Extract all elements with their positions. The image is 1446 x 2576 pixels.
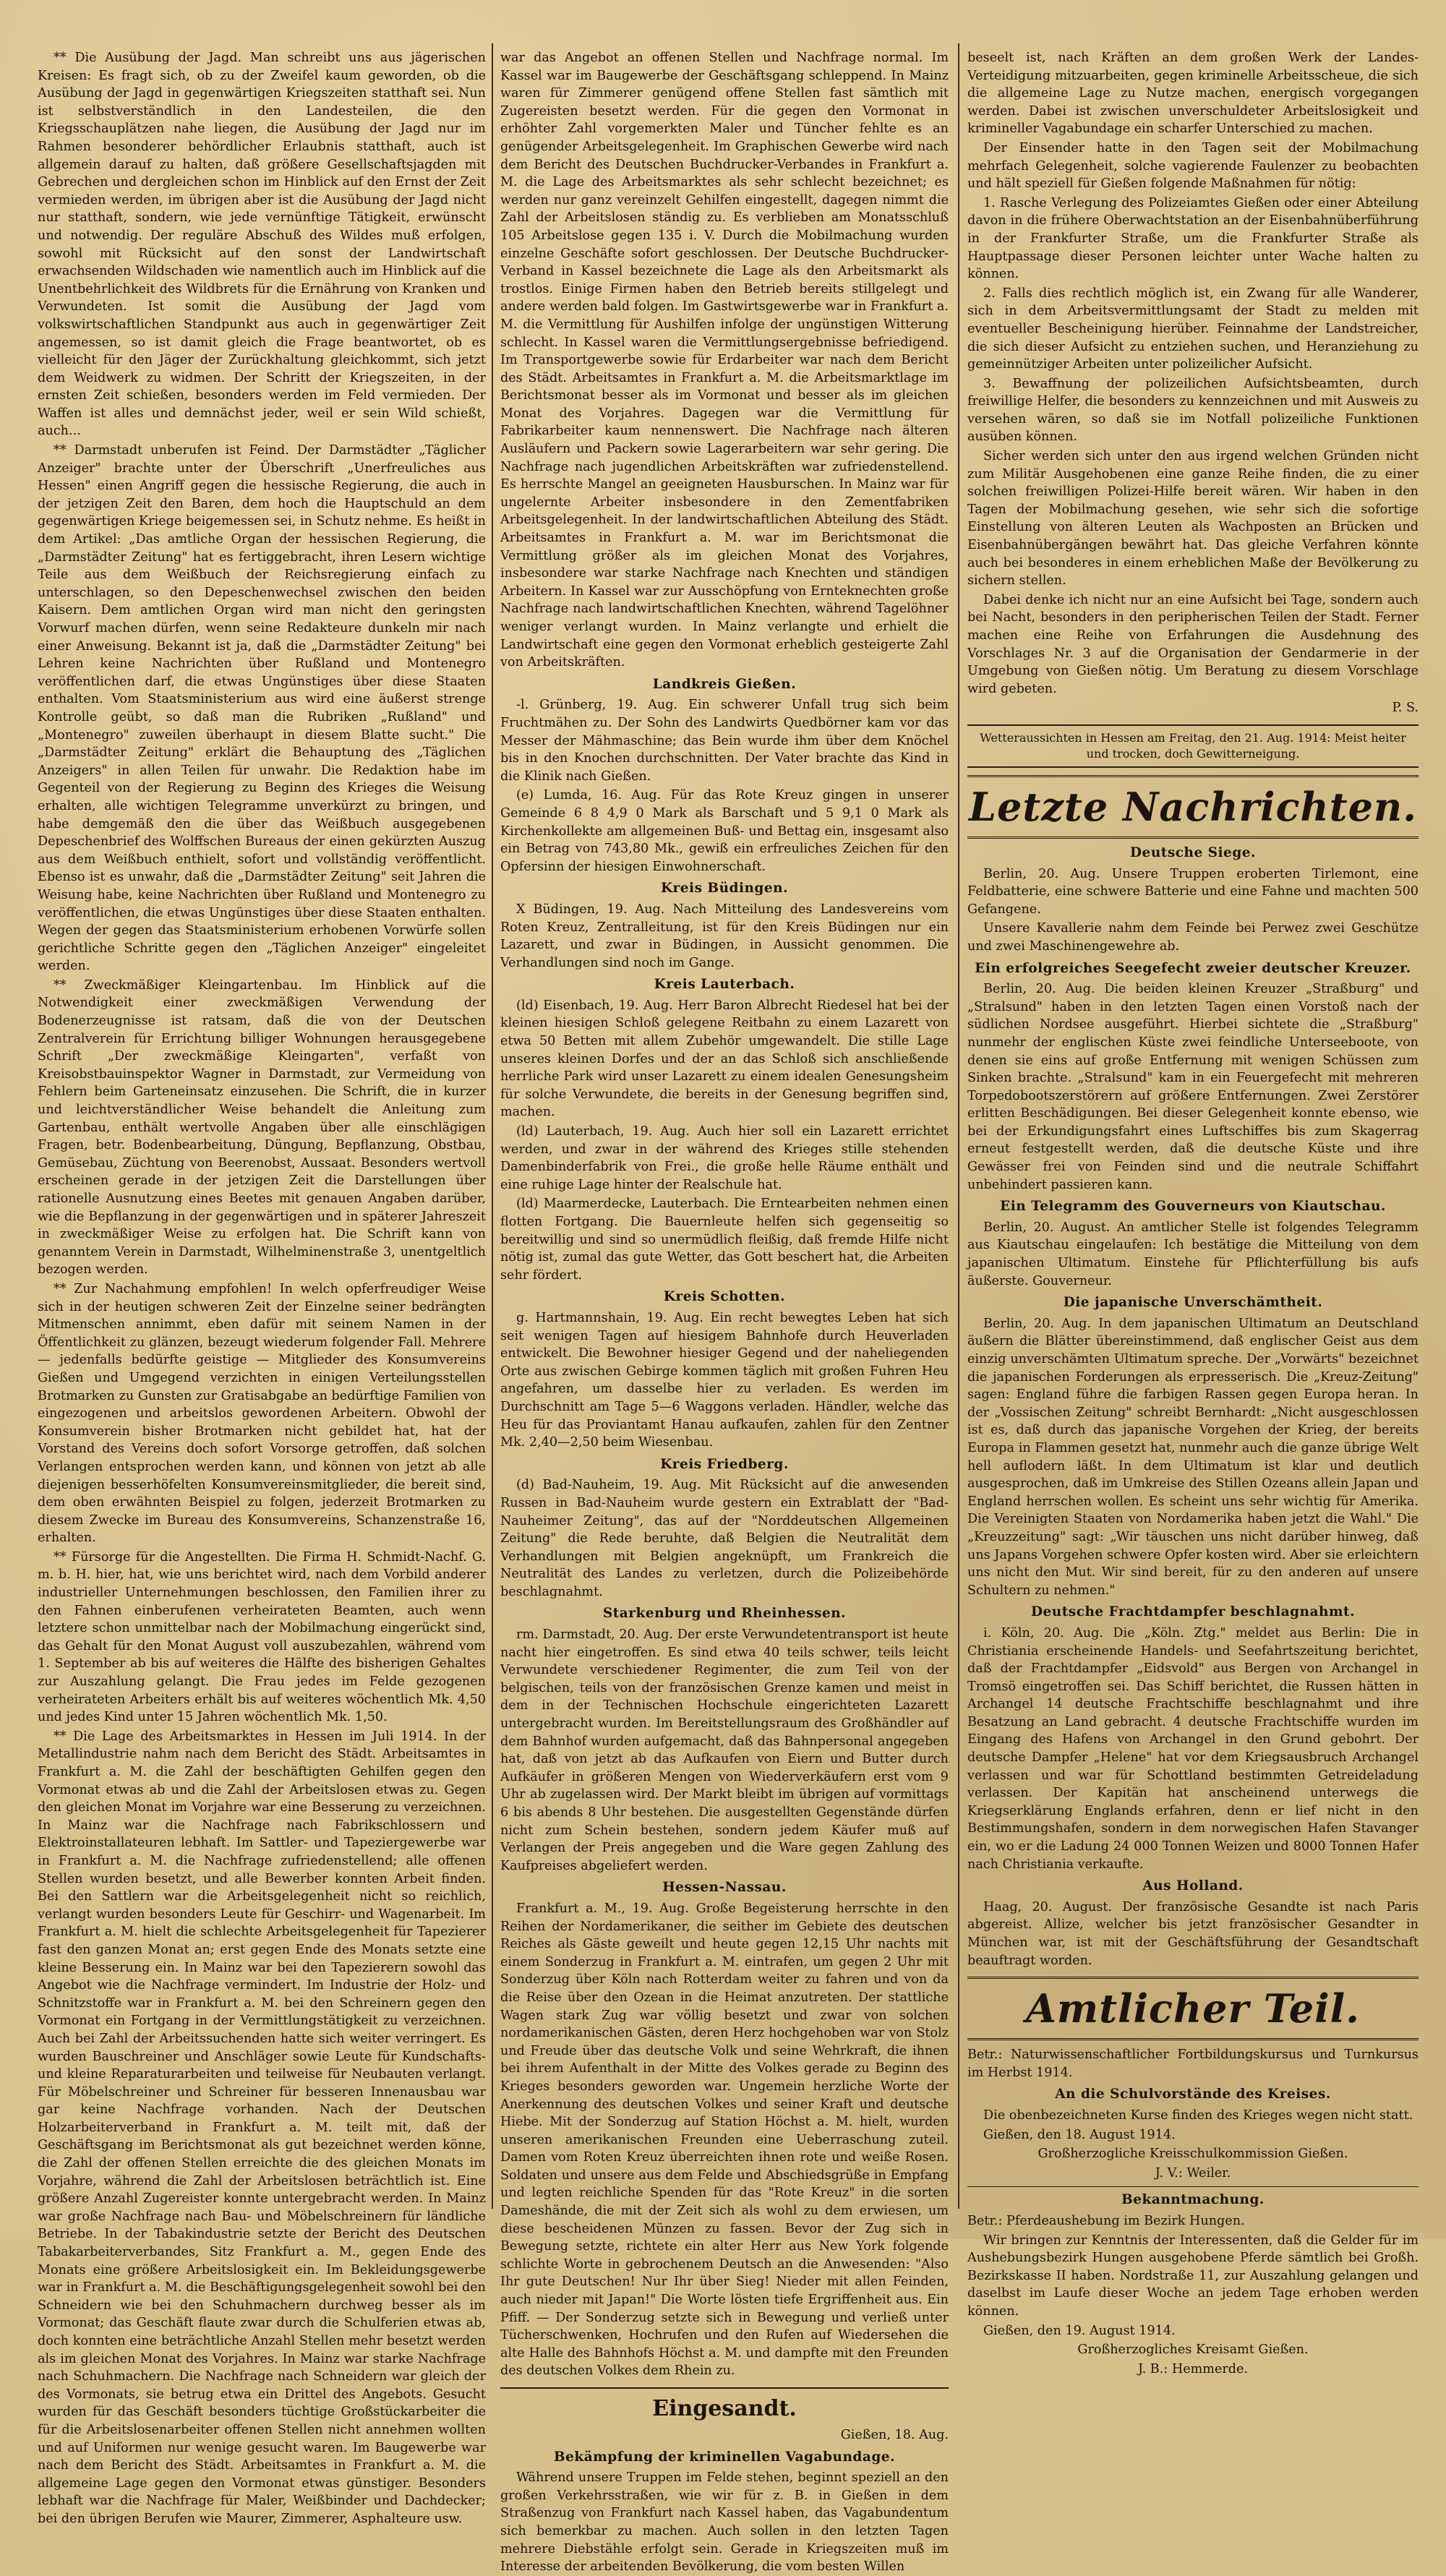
- last-news-title: Letzte Nachrichten.: [967, 775, 1419, 839]
- notice-date-2: Gießen, den 19. August 1914.: [983, 2323, 1176, 2338]
- article-tirlemont: Berlin, 20. Aug. Unsere Truppen eroberten Tirlemont, eine Feldbatterie, eine schwere Batterie und eine Fahne und machten 500 Gefangene.: [967, 866, 1419, 917]
- section-heading: Deutsche Frachtdampfer beschlagnahmt.: [1030, 1604, 1356, 1620]
- article-nachahmung: ** Zur Nachahmung empfohlen! In welch opferfreudiger Weise sich in der heutigen schweren Zeit der Einzelne seiner bedrängten Mitmenschen annimmt, eben dafür mit seinem Namen in der Öffentlichkeit zu glänzen, bezeugt wiederum folgender Fall. Mehrere — jedenfalls bedürfte geistige — Mitglieder des Konsumvereins Gießen und Umgegend verzichten in einigen Verteilungsstellen Brotmarken zu Gunsten zur Gratisabgabe an bedürftige Familien von eingezogenen und arbeitslos gewordenen Arbeitern. Obwohl der Konsumverein bisher Brotmarken nicht gebildet hat, hat der Vorstand des Vereins doch sofort Vorsorge getroffen, daß solchen Verlangen entsprochen werden kann, und können von jetzt ab alle diejenigen besserhöfelten Konsumvereinsmitglieder, die bereit sind, dem oben erwähnten Beispiel zu folgen, jederzeit Brotmarken zu diesem Zwecke im Bureau des Konsumvereins, Schanzenstraße 16, erhalten.: [38, 1281, 486, 1546]
- article-lauterbach: (ld) Lauterbach, 19. Aug. Auch hier soll ein Lazarett errichtet werden, und zwar in der während des Krieges stille stehenden Damenbinderfabrik von Frei., die große helle Räume enthält und eine ruhige Lage hinter der Realschule hat.: [500, 1124, 949, 1192]
- article-vagabundage-p4: 2. Falls dies rechtlich möglich ist, ein Zwang für alle Wanderer, sich in dem Arbeitsvermittlungsamt der Stadt zu melden mit eventueller Bescheinigung hierüber. Feinnahme der Landstreicher, die sich dieser Aufsicht zu entziehen suchen, und Heranziehung zu gemeinnütziger Arbeiten unter polizeilicher Aufsicht.: [967, 286, 1419, 372]
- article-frankfurt: Frankfurt a. M., 19. Aug. Große Begeisterung herrschte in den Reihen der Nordamerikaner, die seither im Gebiete des deutschen Reiches als Gäste geweilt und heute gegen 12,15 Uhr nachts mit einem Sonderzug in Frankfurt a. M. eintrafen, um gegen 2 Uhr mit Sonderzug über Köln nach Rotterdam weiter zu fahren und von da die Reise über den Ozean in die Heimat anzutreten. Der stattliche Wagen stark Zug war völlig besetzt und zwar von solchen nordamerikanischen Gästen, deren Herz hochgehoben war von Stolz und Freude über das deutsche Volk und seine Wehrkraft, die ihnen bei ihrem Aufenthalt in der Mitte des Volkes gerade zu Beginn des Krieges besonders geworden war. Ungemein herzliche Worte der Anerkennung des deutschen Volkes und seiner Kraft und deutsche Hiebe. Mit der Sonderzug auf Station Höchst a. M. hielt, wurden unseren amerikanischen Freunden eine Ueberraschung zuteil. Damen vom Roten Kreuz überreichten ihnen rote und weiße Rosen. Soldaten und unsere aus dem Felde und Abschiedsgrüße in Empfang und legten reichliche Spenden für das "Rote Kreuz" in die sorten Dameshände, die mit der Zeit sich als wohl zu dem erwiesen, um diese bescheidenen Münzen zu fassen. Bevor der Zug sich in Bewegung setzte, richtete ein alter Herr aus New York folgende schlichte Worte in gebrochenem Deutsch an die Anwesenden: "Also Ihr gute Deutschen! Nur Ihr über Sieg! Nieder mit allen Feinden, auch nieder mit Japan!" Die Worte lösten tiefe Ergriffenheit aus. Ein Pfiff. — Der Sonderzug setzte sich in Bewegung und verließ unter Tücherschwenken, Hochrufen und den Rufen auf Wiedersehen die alte Halle des Bahnhofs Höchst a. M. und dampfte mit den Freunden des deutschen Volkes dem Rhein zu.: [500, 1901, 949, 2379]
- article-arbeitsmarkt: ** Die Lage des Arbeitsmarktes in Hessen im Juli 1914. In der Metallindustrie nahm nach dem Bericht des Städt. Arbeitsamtes in Frankfurt a. M. die Zahl der beschäftigten Gehilfen gegen den Vormonat etwas ab und die Zahl der Arbeitslosen etwas zu. Gegen den gleichen Monat im Vorjahre war eine Besserung zu verzeichnen. In Mainz war die Nachfrage nach Fabrikschlossern und Elektroinstallateuren lebhaft. Im Sattler- und Tapeziergewerbe war in Frankfurt a. M. die Nachfrage zufriedenstellend; alle offenen Stellen wurden besetzt, und alle Bewerber konnten Arbeit finden. Bei den Sattlern war die Arbeitsgelegenheit nicht so reichlich, verlangt wurden besonders Leute für Geschirr- und Wagenarbeit. Im Frankfurt a. M. hielt die schlechte Arbeitsgelegenheit für Tapezierer fast den ganzen Monat an; erst gegen Ende des Monats setzte eine kleine Besserung ein. In Mainz war bei den Tapezierern sowohl das Angebot wie die Nachfrage vermindert. Im Industrie der Holz- und Schnitzstoffe war in Frankfurt a. M. bei den Schreinern gegen den Vormonat ein Fortgang in der Vermittlungstätigkeit zu verzeichnen. Auch bei Zahl der Arbeitssuchenden hatte sich weiter verringert. Es wurden Bauschreiner und Anschläger sowie Leute für Kundschafts- und kleine Reparaturarbeiten und teilweise für Neubauten verlangt. Für Möbelschreiner und Schreiner für besseren Innenausbau war gar keine Nachfrage vorhanden. Nach der Deutschen Holzarbeiterverband in Frankfurt a. M. teilt mit, daß der Geschäftsgang im Berichtsmonat als gut bezeichnet werden könne, die Zahl der offenen Stellen erreichte die des gleichen Monats im Vorjahre, während die Zahl der Arbeitslosen beträchtlich ist. Eine größere Anzahl Zugereister konnte untergebracht werden. In Mainz war große Nachfrage nach Bau- und Möbelschreinern für ländliche Betriebe. In der Tabakindustrie setzte der Bericht des Deutschen Tabakarbeiterverbandes, Sitz Frankfurt a. M., gegen Ende des Monats eine größere Arbeitslosigkeit ein. Im Bekleidungsgewerbe war in Frankfurt a. M. die Beschäftigungsgelegenheit sowohl bei den Schneidern wie bei den Schuhmachern durchweg besser als im Vormonat; das Geschäft flaute zwar durch die Schulferien etwas ab, doch konnten eine beträchtliche Anzahl Stellen mehr besetzt werden als im gleichen Monat des Vorjahres. In Mainz war starke Nachfrage nach Schuhmachern. Die Nachfrage nach Schneidern war gleich der des Vormonats, sie betrug etwa ein Drittel des Angebots. Gesucht wurden für das Geschäft besonders tüchtige Großstückarbeiter die für die Arbeitslosenarbeiter offenen Stellen nicht annehmen wollten und auf Uniformen nur wenige gesucht waren. Im Baugewerbe war nach dem Bericht des Städt. Arbeitsamtes in Frankfurt a. M. die allgemeine Lage gegen den Vormonat etwas günstiger. Besonders lebhaft war die Nachfrage für Maler, Weißbinder und Dachdecker; bei den übrigen Berufen wie Maurer, Zimmerer, Asphalteure usw.: [38, 1729, 486, 2526]
- article-kiautschau: Berlin, 20. August. An amtlicher Stelle ist folgendes Telegramm aus Kiautschau eingelaufen: Ich bestätige die Mitteilung von dem japanischen Ultimatum. Einstehe für Pflichterfüllung bis aufs äußerste. Gouverneur.: [967, 1220, 1419, 1288]
- column-3: [967, 49, 1419, 2376]
- article-perwez: Unsere Kavallerie nahm dem Feinde bei Perwez zwei Geschütze und zwei Maschinengewehre ab.: [967, 921, 1419, 954]
- section-heading: Kreis Schotten.: [663, 1289, 786, 1305]
- article-arbeitsmarkt-cont: war das Angebot an offenen Stellen und Nachfrage normal. Im Kassel war im Baugewerbe der Geschäftsgang schleppend. In Mainz waren für Zimmerer genügend offene Stellen fast sämtlich mit Zugereisten besetzt werden. Für die gegen den Vormonat in erhöhter Zahl vorgemerkten Maler und Tüncher fehlte es an genügender Arbeitsgelegenheit. Im Graphischen Gewerbe wird nach dem Bericht des Deutschen Buchdrucker-Verbandes in Frankfurt a. M. die Lage des Arbeitsmarktes als sehr schlecht bezeichnet; es werden nur ganz vereinzelt Gehilfen eingestellt, dagegen nimmt die Zahl der Arbeitslosen ständig zu. Es verblieben am Monatsschluß 105 Arbeitslose gegen 135 i. V. Durch die Mobilmachung wurden einzelne Geschäfte sofort geschlossen. Der Deutsche Buchdrucker-Verband in Kassel bezeichnete die Lage als den Arbeitsmarkt als trostlos. Einige Firmen haben den Betrieb bereits stillgelegt und andere werden bald folgen. Im Gastwirtsgewerbe war in Frankfurt a. M. die Vermittlung für Aushilfen infolge der ungünstigen Witterung schlecht. In Kassel waren die Vermittlungsergebnisse befriedigend. Im Transportgewerbe sowie für Erdarbeiter war nach dem Bericht des Städt. Arbeitsamtes in Frankfurt a. M. die Arbeitsmarktlage im Berichtsmonat besser als im Vormonat und besser als im gleichen Monat des Vorjahres. Dagegen war die Vermittlung für Fabrikarbeiter kaum nennenswert. Die Nachfrage nach älteren Ausläufern und Packern sowie Lagerarbeitern war sehr gering. Die Nachfrage nach jugendlichen Arbeitskräften war zufriedenstellend. Es herrschte Mangel an geeigneten Hausburschen. In Mainz war für ungelernte Arbeiter insbesondere in den Zementfabriken Arbeitsgelegenheit. In der landwirtschaftlichen Abteilung des Städt. Arbeitsamtes in Frankfurt a. M. war im Berichtsmonat die Vermittlung größer als im gleichen Monat des Vorjahres, insbesondere war starke Nachfrage nach Knechten und ständigen Arbeitern. In Kassel war zur Ausschöpfung von Ernteknechten große Nachfrage nach landwirtschaftlichen Knechten, während Tagelöhner weniger verlangt wurden. In Mainz verlangte und erhielt die Landwirtschaft eine gegen den Vormonat erheblich gesteigerte Zahl von Arbeitskräften.: [500, 51, 949, 670]
- article-vagabundage-p7: Dabei denke ich nicht nur an eine Aufsicht bei Tage, sondern auch bei Nacht, besonders in den peripherischen Teilen der Stadt. Ferner machen eine Reihe von Erfahrungen die Ausdehnung des Vorschlages Nr. 3 auf die Organisation der Gendarmerie in der Umgebung von Gießen nötig. Um Beratung zu diesem Vorschlage wird gebeten.: [967, 592, 1419, 696]
- official-section-title: Amtlicher Teil.: [967, 1977, 1419, 2040]
- article-hartmannshain: g. Hartmannshain, 19. Aug. Ein recht bewegtes Leben hat sich seit wenigen Tagen auf hiesigem Bahnhofe durch Heuverladen entwickelt. Die Bewohner hiesiger Gegend und der naheliegenden Orte aus zwischen Gebirge kommen täglich mit großen Fuhren Heu angefahren, um dasselbe hier zu verladen. Es werden im Durchschnitt am Tage 5—6 Waggons verladen. Händler, welche das Heu für das Proviantamt Hanau aufkaufen, zahlen für den Zentner Mk. 2,40—2,50 beim Wiesenbau.: [500, 1310, 949, 1450]
- section-heading: Bekanntmachung.: [1121, 2192, 1265, 2208]
- section-heading: Kreis Friedberg.: [660, 1456, 789, 1472]
- article-vagabundage-p5: 3. Bewaffnung der polizeilichen Aufsichtsbeamten, durch freiwillige Helfer, die besonders zu kennzeichnen und mit Ausweis zu versehen wären, so daß sie im Notfall polizeiliche Funktionen ausüben können.: [967, 376, 1419, 445]
- section-heading: Kreis Büdingen.: [660, 881, 789, 897]
- section-heading: Die japanische Unverschämtheit.: [1063, 1295, 1323, 1311]
- notice-subject: Betr.: Naturwissenschaftlicher Fortbildungskursus und Turnkursus im Herbst 1914.: [967, 2047, 1419, 2080]
- column-2: [500, 49, 949, 2575]
- article-seegefecht: Berlin, 20. Aug. Die beiden kleinen Kreuzer „Straßburg" und „Stralsund" haben in den letzten Tagen einen Vorstoß nach der südlichen Nordsee ausgeführt. Hierbei sichtete die „Straßburg" nunmehr der englischen Küste zwei feindliche Unterseeboote, von denen sie eins auf große Entfernung mit wenigen Schüssen zum Sinken brachte. „Stralsund" kam in ein Feuergefecht mit mehreren Torpedobootszerstörern auf größere Entfernungen. Zwei Zerstörer erlitten Beschädigungen. Bei dieser Gelegenheit konnte ebenso, wie bei der Erkundigungsfahrt eines Luftschiffes bis zum Skagerrag erneut festgestellt werden, daß die deutsche Küste und ihre Gewässer frei von Feinden sind und die neutrale Schiffahrt unbehindert passieren kann.: [967, 982, 1419, 1192]
- column-1: [38, 49, 486, 2526]
- notice-signature-2: J. B.: Hemmerde.: [1137, 2361, 1249, 2376]
- section-heading: Ein Telegramm des Gouverneurs von Kiautschau.: [1000, 1199, 1386, 1215]
- section-heading: Landkreis Gießen.: [652, 676, 797, 692]
- section-heading: Hessen-Nassau.: [662, 1880, 787, 1896]
- article-vagabundage: Während unsere Truppen im Felde stehen, beginnt speziell an den großen Verkehrsstraßen, wie wir für z. B. in Gießen in dem Straßenzug von Frankfurt nach Kassel haben, das Vagabundentum sich bemerkbar zu machen. Auch sollen in den letzten Tagen mehrere Diebstähle erfolgt sein. Gerade in Kriegszeiten muß im Interesse der arbeitenden Bevölkerung, die vom besten Willen: [500, 2470, 949, 2575]
- section-heading: Bekämpfung der kriminellen Vagabundage.: [554, 2449, 895, 2465]
- article-bad-nauheim: (d) Bad-Nauheim, 19. Aug. Mit Rücksicht auf die anwesenden Russen in Bad-Nauheim wurde gestern ein Extrablatt der "Bad-Nauheimer Zeitung", das auf der "Norddeutschen Allgemeinen Zeitung" die Rede beruhte, daß Belgien die Neutralität dem Verhandlungen mit Belgien angeknüpft, um Frankreich die Neutralität des Landes zu verletzen, durch die Polizeibehörde beschlagnahmt.: [500, 1478, 949, 1599]
- section-heading: Deutsche Siege.: [1130, 844, 1256, 860]
- notice-date: Gießen, den 18. August 1914.: [983, 2127, 1176, 2142]
- section-heading: Starkenburg und Rheinhessen.: [602, 1606, 847, 1622]
- article-kleingartenbau: ** Zweckmäßiger Kleingartenbau. Im Hinblick auf die Notwendigkeit einer zweckmäßigen Verwendung der Bodenerzeugnisse ist ratsam, daß die von der Deutschen Zentralverein für Errichtung billiger Wohnungen herausgegebene Schrift „Der zweckmäßige Kleingarten", verfaßt von Kreisobstbauinspektor Wagner in Darmstadt, zur Vermeidung von Fehlern beim Garteneinsatz einzusehen. Die Schrift, die in kurzer und leichtverständlicher Weise behandelt die Anleitung zum Gartenbau, enthält wertvolle Angaben über alle einschlägigen Fragen, betr. Bodenbearbeitung, Düngung, Bepflanzung, Obstbau, Gemüsebau, Züchtung von Beerenobst, Aussaat. Besonders wertvoll erscheinen gerade in der jetzigen Zeit die Darstellungen über rationelle Ausnutzung eines Beetes mit genauen Angaben darüber, wie die Bepflanzung in der gegenwärtigen und in späterer Jahreszeit in zweckmäßiger Weise zu erfolgen hat. Die Schrift kann von genanntem Verein in Darmstadt, Wilhelminenstraße 3, unentgeltlich bezogen werden.: [38, 977, 486, 1278]
- section-heading: Ein erfolgreiches Seegefecht zweier deutscher Kreuzer.: [975, 960, 1411, 976]
- article-gruenberg: -l. Grünberg, 19. Aug. Ein schwerer Unfall trug sich beim Fruchtmähen zu. Der Sohn des Landwirts Quedbörner kam vor das Messer der Mähmaschine; das Bein wurde ihm über dem Knöchel bis in den Knochen durchschnitten. Der Vater brachte das Kind in die Klinik nach Gießen.: [500, 698, 949, 784]
- notice-text-2: Wir bringen zur Kenntnis der Interessenten, daß die Gelder für im Aushebungsbezirk Hungen ausgehobene Pferde sämtlich bei Großh. Bezirkskasse II haben. Nordstraße 11, zur Auszahlung gelangen und daselbst im Laufe dieser Woche an jedem Tage erhoben werden können.: [967, 2233, 1419, 2319]
- weather-forecast: Wetteraussichten in Hessen am Freitag, den 21. Aug. 1914: Meist heiter und trocken, doch Gewitterneigung.: [967, 724, 1419, 768]
- article-vagabundage-p3: 1. Rasche Verlegung des Polizeiamtes Gießen oder einer Abteilung davon in die frühere Oberwachtstation an der Eisenbahnüberführung in der Frankfurter Straße, um die Frankfurter Straße als Hauptpassage dieser Personen leichter unter Wache halten zu können.: [967, 195, 1419, 282]
- column-rule-left: [492, 43, 493, 2209]
- signature: P. S.: [1392, 701, 1419, 716]
- notice-signature: J. V.: Weiler.: [1155, 2165, 1231, 2181]
- article-buedingen: X Büdingen, 19. Aug. Nach Mitteilung des Landesvereins vom Roten Kreuz, Zentralleitung, ist für den Kreis Büdingen nur ein Lazarett, und zwar in Büdingen, in Aussicht genommen. Die Verhandlungen sind noch im Gange.: [500, 902, 949, 970]
- article-japan: Berlin, 20. Aug. In dem japanischen Ultimatum an Deutschland äußern die Blätter übereinstimmend, daß englischer Geist aus dem einzig unverschämten Ultimatum spreche. Der „Vorwärts" bezeichnet die japanischen Forderungen als erpresserisch. Die „Kreuz-Zeitung" sagen: England führe die farbigen Rassen gegen Europa heran. In der „Vossischen Zeitung" schreibt Bernhardt: „Nicht ausgeschlossen ist es, daß durch das japanische Vorgehen der Krieg, der bereits Europa in Flammen gesetzt hat, nunmehr auch die ganze übrige Welt hell auflodern läßt. In dem Ultimatum ist klar und deutlich ausgesprochen, daß im Umkreise des Stillen Ozeans allein Japan und England herrschen wollen. Es scheint uns sehr wichtig für Amerika. Die Vereinigten Staaten von Nordamerika haben jetzt die Wahl." Die „Kreuzzeitung" sagt: „Wir täuschen uns nicht darüber hinweg, daß uns Japans Vorgehen schwere Opfer kosten wird. Aber sie erleichtern uns nicht den Mut. Wir sind bereit, für zu den anderen auf unsere Schultern zu nehmen.": [967, 1316, 1419, 1598]
- article-frachtdampfer: i. Köln, 20. Aug. Die „Köln. Ztg." meldet aus Berlin: Die in Christiania erscheinende Handels- und Seefahrtszeitung berichtet, daß der Frachtdampfer „Eidsvold" aus Bergen von Archangel in Tromsö eingetroffen sei. Das Schiff berichtet, die Russen hätten in Archangel 14 deutsche Frachtschiffe beschlagnahmt und ihre Besatzung an Land gebracht. 4 deutsche Frachtschiffe wurden im Eingang des Hafens von Archangel in den Grund gebohrt. Der deutsche Dampfer „Helene" hat vor dem Kriegsausbruch Archangel verlassen und war für Schottland bestimmten Getreideladung verlassen. Der Kapitän hat anscheinend unterwegs die Kriegserklärung Englands erfahren, denn er lief nicht in den Bestimmungshafen, sondern in dem norwegischen Hafen Stavanger ein, wo er die Ladung 24 000 Tonnen Weizen und 8000 Tonnen Hafer nach Christiania verkaufte.: [967, 1625, 1419, 1872]
- article-darmstadt: ** Darmstadt unberufen ist Feind. Der Darmstädter „Täglicher Anzeiger" brachte unter der Überschrift „Unerfreuliches aus Hessen" einen Angriff gegen die hessische Regierung, die auch in der jetzigen Zeit den Baren, dem hoch die Hauptschuld an dem gegenwärtigen Kriege beigemessen sei, in Schutz nehme. Es heißt in dem Artikel: „Das amtliche Organ der hessischen Regierung, die „Darmstädter Zeitung" hat es fertiggebracht, ihren Lesern wichtige Teile aus dem Weißbuch der Reichsregierung einfach zu unterschlagen, so den Depeschenwechsel zwischen den beiden Kaisern. Dem amtlichen Organ wird man nicht den geringsten Vorwurf machen dürfen, wenn seine Redakteure dunkeln mir nach einer Anweisung. Bekannt ist ja, daß die „Darmstädter Zeitung" bei Lehren keine Nachrichten über Rußland und Montenegro veröffentlichen darf, die etwas Ungünstiges über diese Staaten enthalten. Vom Staatsministerium aus wird eine äußerst strenge Kontrolle geübt, so daß man die Rubriken „Rußland" und „Montenegro" zuweilen überhaupt in diesem Blatte sucht." Die „Darmstädter Zeitung" erklärt die Behauptung des „Täglichen Anzeigers" in allen Teilen für unwahr. Die Redaktion habe im Gegenteil von der Regierung zu Beginn des Krieges die Weisung erhalten, alle wichtigen Telegramme unverkürzt zu bringen, und habe demgemäß den die über das Weißbuch ausgegebenen Depeschenbrief des Wolffschen Bureaus der einen gekürzten Auszug aus dem Weißbuch enthielt, sofort und vollständig veröffentlicht. Ebenso ist es unwahr, daß die „Darmstädter Zeitung" seit Jahren die Weisung habe, keine Nachrichten über Rußland und Montenegro zu veröffentlichen, die etwas Ungünstiges über diese Staaten enthalten. Wegen der gegen das Staatsministerium erhobenen Vorwürfe sollen gerichtliche Schritte gegen den „Täglichen Anzeiger" eingeleitet werden.: [38, 443, 486, 974]
- article-jagd: ** Die Ausübung der Jagd. Man schreibt uns aus jägerischen Kreisen: Es fragt sich, ob zu der Zweifel kaum geworden, ob die Ausübung der Jagd in gegenwärtigen Kriegszeiten statthaft sei. Nun ist selbstverständlich in den Landesteilen, die den Kriegsschauplätzen nahe liegen, die Ausübung der Jagd nur im Rahmen besonderer behördlicher Erlaubnis statthaft, auch ist allgemein darauf zu halten, daß größere Gesellschaftsjagden mit Gebrechen und dergleichen schon im Hinblick auf den Ernst der Zeit vermieden werden, im übrigen aber ist die Ausübung der Jagd nicht nur statthaft, sondern, wie jede vernünftige Tätigkeit, erwünscht und notwendig. Der reguläre Abschuß des Wildes muß erfolgen, sowohl mit Rücksicht auf den sonst der Landwirtschaft erwachsenden Wildschaden wie namentlich auch im Hinblick auf die Unentbehrlichkeit des Wildbrets für die Ernährung von Kranken und Verwundeten. Ist somit die Ausübung der Jagd vom volkswirtschaftlichen Standpunkt aus auch in gegenwärtiger Zeit angemessen, so ist damit gleich die Frage beantwortet, ob es vielleicht für den Jäger der Zurückhaltung gleichkommt, sich jetzt dem Weidwerk zu widmen. Der Schritt der Kriegszeiten, in der ernsten Zeit schießen, besonders werden im Feld vermieden. Der Waffen ist alles und demnächst jeder, weil er sein Wild schießt, auch...: [38, 51, 486, 439]
- article-lumda: (e) Lumda, 16. Aug. Für das Rote Kreuz gingen in unserer Gemeinde 6 8 4,9 0 Mark als Barschaft und 5 9,1 0 Mark als Kirchenkollekte am allgemeinen Buß- und Bettag ein, insgesamt also ein Betrag von 743,80 Mk., gewiß ein erfreuliches Zeichen für den Opfersinn der hiesigen Einwohnerschaft.: [500, 788, 949, 874]
- article-eisenbach: (ld) Eisenbach, 19. Aug. Herr Baron Albrecht Riedesel hat bei der kleinen hiesigen Schloß gelegene Reitbahn zu einem Lazarett von etwa 50 Betten mit allem Zubehör umgewandelt. Die stille Lage unseres kleinen Dorfes und der an das Schloß sich anschließende herrliche Park wird unser Lazarett zu einem idealen Genesungsheim für solche Verwundete, die bereits in der Genesung begriffen sind, machen.: [500, 998, 949, 1120]
- section-heading: An die Schulvorstände des Kreises.: [1055, 2087, 1331, 2102]
- article-fuersorge: ** Fürsorge für die Angestellten. Die Firma H. Schmidt-Nachf. G. m. b. H. hier, hat, wie uns berichtet wird, nach dem Vorbild anderer industrieller Unternehmungen beschlossen, den Familien ihrer zu den Fahnen einberufenen verheirateten Beamten, auch wenn letztere schon unmittelbar nach der Mobilmachung eingerückt sind, das Gehalt für den Monat August voll auszubezahlen, während vom 1. September ab bis auf weiteres die Hälfte des bisherigen Gehaltes zur Auszahlung gelangt. Die Frau jedes im Felde gezogenen verheirateten Arbeiters erhält bis auf weiteres wöchentlich Mk. 4,50 und jedes Kind unter 15 Jahren wöchentlich Mk. 1,50.: [38, 1549, 486, 1725]
- column-rule-right: [958, 43, 959, 2209]
- divider: [500, 2387, 949, 2389]
- article-vagabundage-cont: beseelt ist, nach Kräften an dem großen Werk der Landes-Verteidigung mitzuarbeiten, gegen kriminelle Arbeitsscheue, die sich die allgemeine Lage zu Nutze machen, energisch vorgegangen werden. Dabei ist zwischen unverschuldeter Arbeitslosigkeit und krimineller Vagabundage ein scharfer Unterschied zu machen.: [967, 51, 1419, 137]
- notice-authority-2: Großherzogliches Kreisamt Gießen.: [1077, 2342, 1309, 2358]
- article-darmstadt-verwundete: rm. Darmstadt, 20. Aug. Der erste Verwundetentransport ist heute nacht hier eingetroffen. Es sind etwa 40 teils schwer, teils leicht Verwundete verschiedener Regimenter, die zum Teil von der belgischen, teils von der französischen Grenze kamen und meist in dem in der Technischen Hochschule eingerichteten Lazarett untergebracht wurden. Im Bereitstellungsraum des Großhändler auf dem Bahnhof wurden aufgemacht, daß das Bahnpersonal angegeben hat, daß von jetzt ab das Aufkaufen von Eiern und Butter durch Aufkäufer in größeren Mengen von Wiederverkäufern erst vom 9 Uhr ab zugelassen wird. Der Markt bleibt im übrigen auf vormittags 6 bis abends 8 Uhr bestehen. Die ausgestellten Gegenstände dürfen nicht zum Schein bestehen, sondern jedem Käufer muß auf Verlangen der Preis angegeben und die Ware gegen Zahlung des Kaufpreises abgeliefert werden.: [500, 1627, 949, 1873]
- article-vagabundage-p2: Der Einsender hatte in den Tagen seit der Mobilmachung mehrfach Gelegenheit, solche vagierende Faulenzer zu beobachten und hält speziell für Gießen folgende Maßnahmen für nötig:: [967, 140, 1419, 192]
- notice-subject-2: Betr.: Pferdeaushebung im Bezirk Hungen.: [967, 2213, 1245, 2228]
- eingesandt-title: Eingesandt.: [652, 2396, 797, 2421]
- section-heading: Kreis Lauterbach.: [654, 977, 795, 993]
- article-vagabundage-p6: Sicher werden sich unter den aus irgend welchen Gründen nicht zum Militär Ausgehobenen eine ganze Reihe finden, die zu einer solchen freiwilligen Polizei-Hilfe bereit wären. Wir haben in den Tagen der Mobilmachung gesehen, wie sehr sich die sofortige Einstellung von älteren Leuten als Wachposten an Brücken und Eisenbahnübergängen bewährt hat. Das gleiche Verfahren könnte auch bei besonderes in einem erheblichen Maße der Bevölkerung zu sichern stellen.: [967, 449, 1419, 589]
- notice-text: Die obenbezeichneten Kurse finden des Krieges wegen nicht statt.: [983, 2108, 1413, 2123]
- article-holland: Haag, 20. August. Der französische Gesandte ist nach Paris abgereist. Allize, welcher bis jetzt französischer Gesandter in München war, ist mit der Geschäftsführung der Gesandtschaft beauftragt worden.: [967, 1899, 1419, 1968]
- notice-authority: Großherzogliche Kreisschulkommission Gießen.: [1038, 2147, 1348, 2162]
- section-heading: Aus Holland.: [1142, 1878, 1244, 1894]
- article-lauterbach-ernte: (ld) Maarmerdecke, Lauterbach. Die Erntearbeiten nehmen einen flotten Fortgang. Die Bauernleute helfen sich gegenseitig so bereitwillig und sind so unermüdlich fleißig, daß fremde Hilfe nicht nötig ist, zumal das gute Wetter, das Gott beschert hat, die Arbeiten sehr fördert.: [500, 1197, 949, 1283]
- divider: [967, 2186, 1419, 2187]
- eingesandt-dateline: Gießen, 18. Aug.: [840, 2428, 949, 2442]
